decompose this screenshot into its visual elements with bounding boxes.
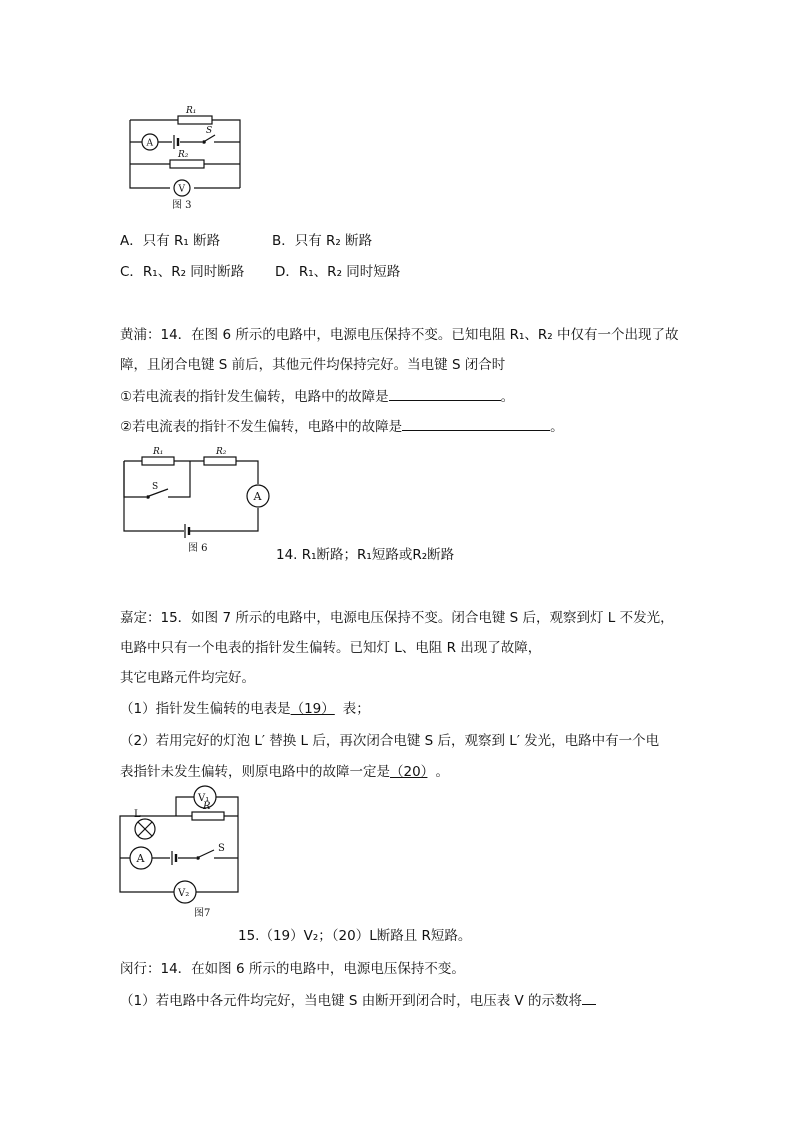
label-s: S — [218, 843, 225, 854]
option-a: A．只有 R₁ 断路 — [120, 233, 221, 249]
jiading-answer: 15.（19）V₂；（20）L断路且 R短路。 — [238, 928, 472, 944]
label-r1: R₁ — [186, 106, 197, 116]
huangpu-line-2: 障，且闭合电键 S 前后，其他元件均保持完好。当电键 S 闭合时 — [120, 357, 506, 373]
answer-blank-20[interactable]: （20） — [390, 764, 428, 780]
resistor-r2 — [170, 160, 204, 168]
figure-3-circuit — [120, 100, 260, 215]
resistor-r1 — [178, 116, 212, 124]
label-r2: R₂ — [178, 150, 189, 160]
answer-blank-1[interactable] — [389, 386, 501, 401]
jiading-q2-line-2: 表指针未发生偏转，则原电路中的故障一定是（20） 。 — [120, 764, 449, 780]
huangpu-item-1: ①若电流表的指针发生偏转，电路中的故障是 。 — [120, 385, 514, 405]
label-v1: V₁ — [198, 793, 210, 804]
label-r: R — [203, 801, 211, 812]
fig7-caption: 图7 — [194, 908, 211, 919]
label-v: V — [178, 184, 185, 195]
label-v2: V₂ — [178, 888, 190, 899]
fig6-caption: 图 6 — [188, 543, 208, 554]
label-a: A — [146, 138, 153, 149]
answer-blank-minhang[interactable] — [582, 990, 596, 1005]
jiading-q1: （1）指针发生偏转的电表是（19） 表； — [120, 701, 370, 717]
fig3-caption: 图 3 — [172, 200, 192, 211]
resistor-r2 — [204, 457, 236, 465]
label-r2: R₂ — [216, 447, 227, 457]
label-l: L — [134, 809, 141, 820]
minhang-line-1: 闵行：14．在如图 6 所示的电路中，电源电压保持不变。 — [120, 961, 465, 977]
figure-6-circuit — [118, 445, 278, 555]
figure-7-circuit — [112, 785, 252, 925]
jiading-line-3: 其它电路元件均完好。 — [120, 670, 255, 686]
label-a: A — [136, 852, 145, 865]
huangpu-item-2: ②若电流表的指针不发生偏转，电路中的故障是 。 — [120, 415, 564, 435]
jiading-line-2: 电路中只有一个电表的指针发生偏转。已知灯 L、电阻 R 出现了故障， — [120, 640, 542, 656]
resistor-r — [192, 812, 224, 820]
answer-blank-19[interactable]: （19） — [290, 701, 335, 717]
option-d: D．R₁、R₂ 同时短路 — [275, 264, 401, 280]
label-a: A — [253, 490, 262, 503]
option-c: C．R₁、R₂ 同时断路 — [120, 264, 245, 280]
label-s: S — [206, 126, 213, 136]
option-b: B．只有 R₂ 断路 — [272, 233, 373, 249]
jiading-q2-line-1: （2）若用完好的灯泡 L′ 替换 L 后，再次闭合电键 S 后，观察到 L′ 发光，电路中有一个电 — [120, 733, 660, 749]
minhang-line-2: （1）若电路中各元件均完好，当电键 S 由断开到闭合时，电压表 V 的示数将 — [120, 989, 596, 1009]
huangpu-line-1: 黄浦：14．在图 6 所示的电路中，电源电压保持不变。已知电阻 R₁、R₂ 中仅有一个出现了故 — [120, 327, 679, 343]
huangpu-answer: 14. R₁断路；R₁短路或R₂断路 — [276, 547, 455, 563]
answer-blank-2[interactable] — [402, 416, 550, 431]
resistor-r1 — [142, 457, 174, 465]
switch-s — [199, 850, 214, 857]
label-s: S — [152, 482, 159, 492]
label-r1: R₁ — [153, 447, 164, 457]
jiading-line-1: 嘉定：15．如图 7 所示的电路中，电源电压保持不变。闭合电键 S 后，观察到灯 L 不发光， — [120, 610, 674, 626]
